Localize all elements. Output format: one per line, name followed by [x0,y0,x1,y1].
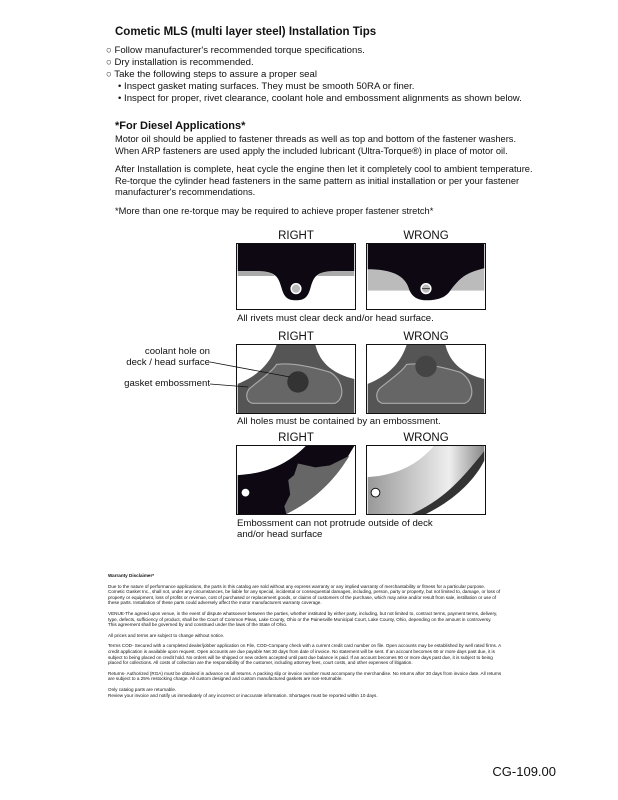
coolant-right-diagram [236,344,356,414]
tip-item: ○ Follow manufacturer's recommended torque specifications. [106,45,365,56]
tip-item: ○ Dry installation is recommended. [106,57,254,68]
caption-embossment: Embossment can not protrude outside of deck and/or head surface [237,518,433,540]
tips-list [106,45,522,105]
coolant-wrong-diagram [366,344,486,414]
embossment-wrong-diagram [366,445,486,515]
rivet-wrong-diagram [366,243,486,310]
right-label: RIGHT [278,230,314,242]
page-code: CG-109.00 [492,764,556,779]
diesel-heading: *For Diesel Applications* [115,120,246,132]
rivet-right-diagram [236,243,356,310]
subtip-item: • Inspect for proper, rivet clearance, coolant hole and embossment alignments as shown below. [118,93,522,104]
embossment-callout: gasket embossment [124,378,210,389]
coolant-hole-callout: coolant hole on deck / head surface [126,346,210,368]
warranty-heading: Warranty Disclaimer* [108,573,155,578]
diesel-paragraph: After Installation is complete, heat cycle the engine then let it completely cool to ambient temperature. Re-torque the cylinder head fasteners in the same pattern as initial installation or per your fastener manufacturer's recommendations. [115,164,533,197]
right-label: RIGHT [278,432,314,444]
caption-rivets: All rivets must clear deck and/or head surface. [237,313,434,324]
embossment-right-diagram [236,445,356,515]
wrong-label: WRONG [403,331,449,343]
caption-holes: All holes must be contained by an embossment. [237,416,441,427]
right-label: RIGHT [278,331,314,343]
wrong-label: WRONG [403,432,449,444]
wrong-label: WRONG [403,230,449,242]
diesel-note: *More than one re-torque may be required to achieve proper fastener stretch* [115,206,434,216]
page-title: Cometic MLS (multi layer steel) Installation Tips [115,26,377,38]
warranty-disclaimer: Warranty Disclaimer* Due to the nature of performance applications, the parts in this catalog are sold without any express warranty or any implied warranty of merchantability or fitness for a particular purpose. Cometic Gasket Inc., shall not, under any circumstances, be liable for any special, incidental or consequential damages, including, person, party or property, but not limited to, damage, or loss of property or equipment, loss of profits or revenue, cost of purchased or replacement goods, or claims of customers of the purchase, which may arise and/or result from sale, instillation or use of these parts. Installation of these parts could adversely affect the motor manufacturers warranty coverage. VENUE-The agreed upon venue, in the event of dispute whatsoever between the parties, whether instituted by either party, including, but not limited to, contract terms, payment terms, delivery, type, defects, sufficiency of product, shall be the Court of Common Pleas, Lake County, Ohio or the Painesville Municipal Court, Lake County, Ohio, depending on the amount in controversy. This agreement shall be governed by and construed under the laws of the State of Ohio. All prices and terms are subject to change without notice. Terms COD- Secured with a completed dealer/jobber application on File, COD-Company check with a current credit card number on file. Open accounts may be established by well rated firms. A credit application is available upon request. Open accounts are due payable Net 30 days from date of invoice. No statement will be sent. If an account becomes 60 or more days past due, it is subject to being placed on credit hold. No orders will be shipped or new orders accepted until past due balance is paid. If an account becomes 90 or more days past due, it is subject to being placed for collections. All costs of collection are the responsibility of the customer, including attorney fees, court costs, and other expenses of litigation. Returns- Authorized (RGA) must be obtained in advance on all returns. A packing slip or invoice number must accompany the merchandise. No returns after 30 days from invoice date. All returns are subject to a 25% restocking charge. All custom designed and custom manufactured gaskets are non-returnable. Only catalog parts are returnable. Review your invoice and notify us immediately of any incorrect or inaccurate information. Shortages must be reported within 10 days. [108,573,502,698]
subtip-item: • Inspect gasket mating surfaces. They must be smooth 50RA or finer. [118,81,415,92]
diesel-paragraph: Motor oil should be applied to fastener threads as well as top and bottom of the fastener washers. When ARP fasteners are used apply the included lubricant (Ultra-Torque®) in place of motor oil. [115,134,517,156]
tip-item: ○ Take the following steps to assure a proper seal [106,69,317,80]
